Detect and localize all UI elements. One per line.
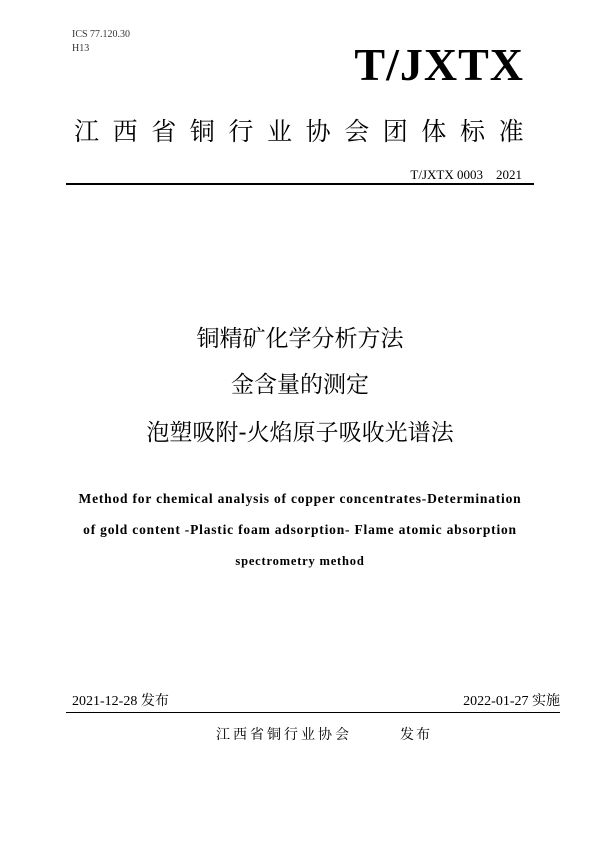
ics-code: ICS 77.120.30 (72, 29, 131, 40)
implement-date: 2022-01-27 实施 (463, 694, 560, 709)
publisher: 江西省铜行业协会 (216, 728, 352, 743)
title-en-line-2: of gold content -Plastic foam adsorption- Flame atomic absorption (83, 522, 517, 537)
organization-title: 江西省铜行业协会团体标准 (74, 117, 538, 146)
title-en-line-1: Method for chemical analysis of copper concentrates-Determination (78, 491, 522, 506)
title-en-line-3: spectrometry method (235, 554, 365, 568)
header-divider (66, 183, 534, 185)
standard-brand: T/JXTX (354, 39, 524, 90)
standard-code: T/JXTX 0003 2021 (410, 167, 522, 182)
issue-date: 2021-12-28 发布 (72, 694, 169, 709)
title-cn-line-3: 泡塑吸附-火焰原子吸收光谱法 (146, 420, 454, 446)
footer-divider (66, 712, 560, 713)
classification-codes (72, 28, 130, 56)
publish-label: 发布 (400, 728, 432, 743)
title-cn-line-1: 铜精矿化学分析方法 (196, 326, 404, 352)
ccs-code: H13 (72, 43, 90, 54)
title-cn-line-2: 金含量的测定 (231, 372, 369, 398)
